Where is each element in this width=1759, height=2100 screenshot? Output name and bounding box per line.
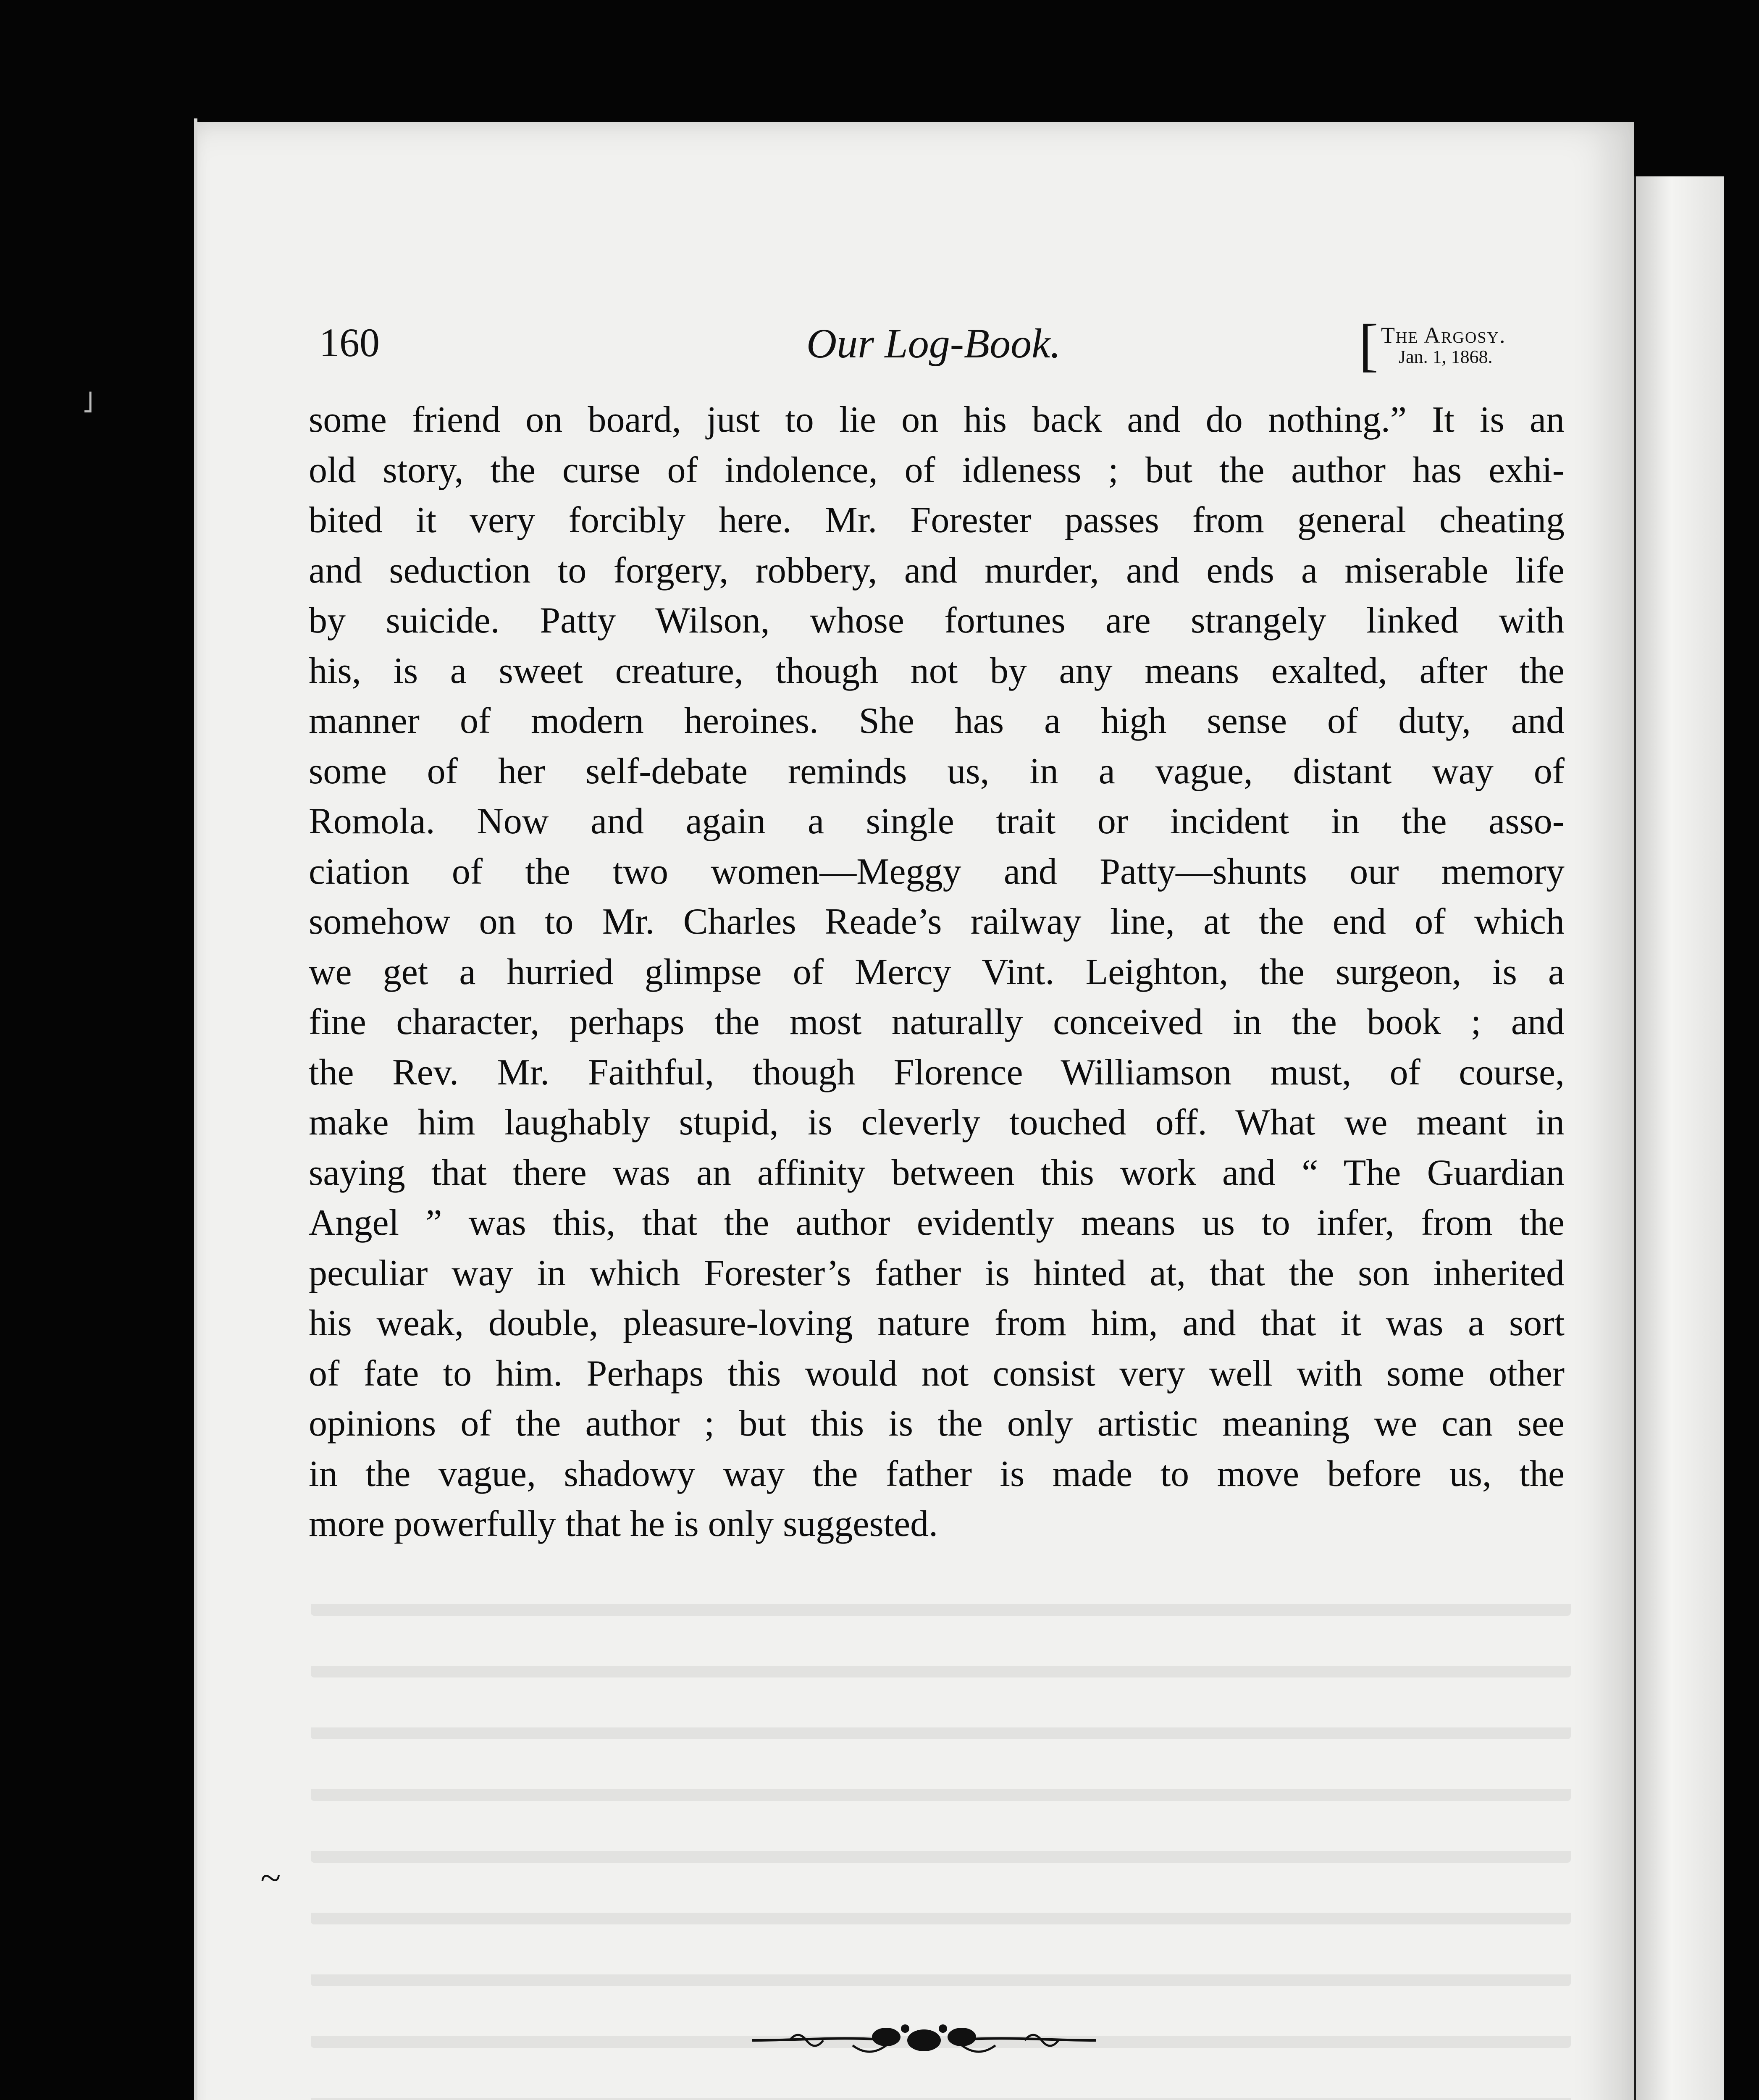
source-date: Jan. 1, 1868. [1399,346,1493,367]
source-bracket: [ [1359,312,1378,378]
text-line: some of her self-debate reminds us, in a vague, distant way of [309,751,1565,792]
text-line: Angel ” was this, that the author evidently means us to infer, from the [309,1202,1565,1243]
text-line: opinions of the author ; but this is the only artistic meaning we can see [309,1403,1565,1444]
text-line: Romola. Now and again a single trait or incident in the asso- [309,801,1565,842]
text-line: fine character, perhaps the most naturally conceived in the book ; and [309,1002,1565,1042]
text-line: by suicide. Patty Wilson, whose fortunes are strangely linked with [309,600,1565,641]
text-line: some friend on board, just to lie on his back and do nothing.” It is an [309,399,1565,440]
decorative-ornament-icon [748,2016,1100,2062]
text-line: peculiar way in which Forester’s father is hinted at, that the son inherited [309,1252,1565,1294]
text-line: old story, the curse of indolence, of idleness ; but the author has exhi- [309,449,1565,491]
text-line: we get a hurried glimpse of Mercy Vint. Leighton, the surgeon, is a [309,951,1565,992]
stray-left-mark: ˩ [82,387,94,419]
page-number: 160 [319,320,380,365]
stray-tilde-mark: ~ [260,1857,281,1899]
text-line: of fate to him. Perhaps this would not consist very well with some other [309,1353,1565,1394]
text-line: his weak, double, pleasure-loving nature from him, and that it was a sort [309,1303,1565,1344]
text-line: his, is a sweet creature, though not by any means exalted, after the [309,650,1565,691]
body-paragraph [309,395,1565,1549]
next-page-sliver [1636,176,1724,2100]
source-citation [1381,323,1557,367]
text-line: bited it very forcibly here. Mr. Forester passes from general cheating [309,500,1565,541]
text-line: the Rev. Mr. Faithful, though Florence Williamson must, of course, [309,1052,1565,1093]
text-line: and seduction to forgery, robbery, and murder, and ends a miserable life [309,550,1565,591]
page-header [319,312,1554,378]
text-line: more powerfully that he is only suggested. [309,1504,938,1544]
text-line: saying that there was an affinity between this work and “ The Guardian [309,1152,1565,1193]
text-line: somehow on to Mr. Charles Reade’s railway line, at the end of which [309,901,1565,942]
source-title: The Argosy. [1381,323,1506,348]
running-title: Our Log-Book. [806,320,1061,367]
text-line: manner of modern heroines. She has a high sense of duty, and [309,701,1565,741]
text-line: in the vague, shadowy way the father is made to move before us, the [309,1453,1565,1494]
page-edge [194,118,197,2100]
text-line: make him laughably stupid, is cleverly touched off. What we meant in [309,1102,1565,1143]
text-line: ciation of the two women—Meggy and Patty—shunts our memory [309,851,1565,892]
